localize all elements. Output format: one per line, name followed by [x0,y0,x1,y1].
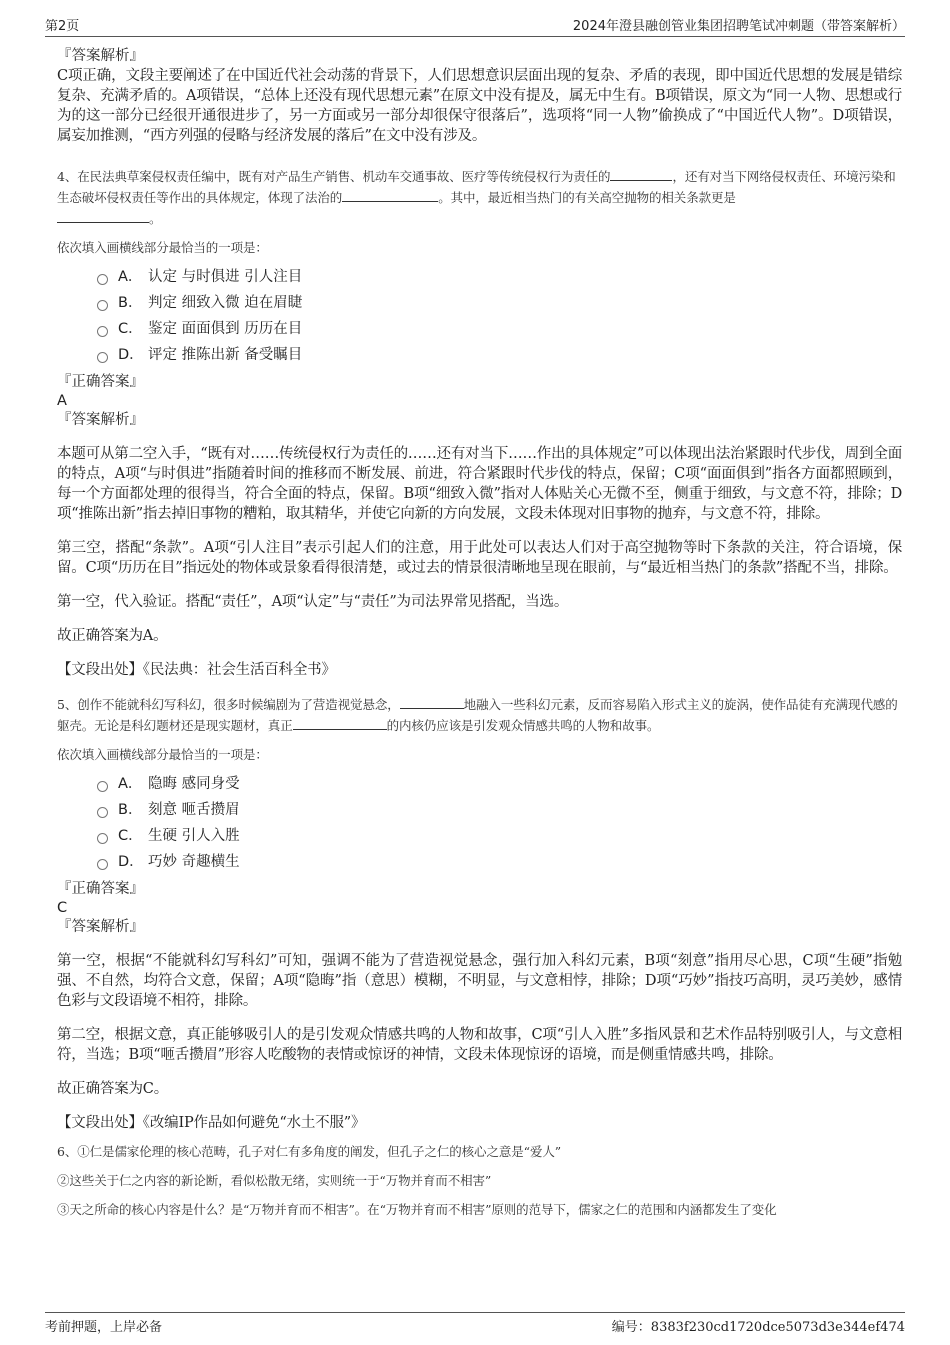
sentence-3: ③天之所命的核心内容是什么？是“万物并育而不相害”。在“万物并育而不相害”原则的范导下，儒家之仁的范围和内涵都发生了变化 [57,1202,777,1217]
blank-2 [293,715,387,730]
document-body [57,46,902,1220]
question-stem: 4、在民法典草案侵权责任编中，既有对产品生产销售、机动车交通事故、医疗等传统侵权行为责任的 ，还有对当下网络侵权责任、环境污染和生态破坏侵权责任等作出的具体规定，体现了法治的 。其中，最近相当热门的有关高空抛物的相关条款更是 。 [57,166,902,229]
blank-1 [400,694,464,709]
passage-source: 【文段出处】《民法典：社会生活百科全书》 [57,662,336,678]
sentence-2: ②这些关于仁之内容的新论断，看似松散无绪，实则统一于“万物并育而不相害” [57,1173,492,1188]
correct-answer-label: 『正确答案』 [57,374,144,390]
option-d[interactable]: D． 评定 推陈出新 备受瞩目 [97,342,902,368]
option-list [97,264,902,368]
analysis-paragraph-1: 第一空，根据“不能就科幻写科幻”可知，强调不能为了营造视觉悬念，强行加入科幻元素，B项“刻意”指用尽心思，C项“生硬”指勉强、不自然，均符合文意，保留；A项“隐晦”指（意思）模糊，不明显，与文意相悖，排除；D项“巧妙”指技巧高明，灵巧美妙，感情色彩与文段语境不相符，排除。 [57,953,902,1009]
correct-answer: C [57,900,68,916]
passage-source: 【文段出处】《改编IP作品如何避免“水土不服”》 [57,1115,366,1131]
option-b[interactable]: B． 判定 细致入微 迫在眉睫 [97,290,902,316]
analysis-paragraph-3: 第一空，代入验证。搭配“责任”，A项“认定”与“责任”为司法界常见搭配，当选。 [57,594,569,610]
blank-1 [610,166,672,181]
correct-answer: A [57,393,67,409]
question-4 [57,166,902,680]
radio-icon[interactable] [97,300,108,311]
analysis-paragraph-1: 本题可从第二空入手，“既有对……传统侵权行为责任的……还有对当下……作出的具体规定”可以体现出法治紧跟时代步伐，周到全面的特点，A项“与时俱进”指随着时间的推移而不断发展、前进，符合紧跟时代步伐的特点，保留；C项“面面俱到”指各方面都照顾到，每一个方面都处理的很得当，符合全面的特点，保留。B项“细致入微”指对人体贴关心无微不至，侧重于细致，与文意不符，排除；D项“推陈出新”指去掉旧事物的糟粕，取其精华，并使它向新的方向发展，文段未体现对旧事物的抛弃，与文意不符，排除。 [57,446,902,522]
page-number: 第2页 [45,19,80,34]
radio-icon[interactable] [97,807,108,818]
analysis-label: 『答案解析』 [57,48,144,64]
blank-3 [57,208,149,223]
question-stem: 5、创作不能就科幻写科幻，很多时候编剧为了营造视觉悬念， 地融入一些科幻元素，反而容易陷入形式主义的旋涡，使作品徒有充满现代感的躯壳。无论是科幻题材还是现实题材，真正 的内核仍应该是引发观众情感共鸣的人物和故事。 [57,694,902,736]
option-c[interactable]: C． 生硬 引人入胜 [97,823,902,849]
blank-2 [342,187,438,202]
analysis-label: 『答案解析』 [57,412,144,428]
analysis-paragraph: C项正确，文段主要阐述了在中国近代社会动荡的背景下，人们思想意识层面出现的复杂、矛盾的表现，即中国近代思想的发展是错综复杂、充满矛盾的。A项错误，“总体上还没有现代思想元素”在原文中没有提及，属无中生有。B项错误，原文为“同一人物、思想或行为的这一部分已经很开通很进步了，另一方面或另一部分却很保守很落后”，选项将“同一人物”偷换成了“中国近代人物”。D项错误，属妄加推测，“西方列强的侵略与经济发展的落后”在文中没有涉及。 [57,68,902,144]
footer-slogan: 考前押题，上岸必备 [45,1319,163,1335]
question-prompt: 依次填入画横线部分最恰当的一项是： [57,240,268,255]
radio-icon[interactable] [97,352,108,363]
radio-icon[interactable] [97,833,108,844]
analysis-paragraph-2: 第二空，根据文意，真正能够吸引人的是引发观众情感共鸣的人物和故事，C项“引人入胜”多指风景和艺术作品特别吸引人，与文意相符，当选；B项“咂舌攒眉”形容人吃酸物的表情或惊讶的神情，文段未体现惊讶的语境，而是侧重情感共鸣，排除。 [57,1027,902,1063]
option-a[interactable]: A． 认定 与时俱进 引人注目 [97,264,902,290]
radio-icon[interactable] [97,859,108,870]
option-list [97,771,902,875]
analysis-conclusion: 故正确答案为A。 [57,628,168,644]
question-3-analysis [57,46,902,146]
question-prompt: 依次填入画横线部分最恰当的一项是： [57,747,268,762]
page-header [45,12,905,37]
question-6 [57,1141,902,1220]
page-footer [45,1312,905,1335]
option-b[interactable]: B． 刻意 咂舌攒眉 [97,797,902,823]
correct-answer-label: 『正确答案』 [57,881,144,897]
analysis-conclusion: 故正确答案为C。 [57,1081,168,1097]
analysis-label: 『答案解析』 [57,919,144,935]
option-d[interactable]: D． 巧妙 奇趣横生 [97,849,902,875]
document-id: 编号：8383f230cd1720dce5073d3e344ef474 [611,1319,905,1335]
radio-icon[interactable] [97,326,108,337]
option-c[interactable]: C． 鉴定 面面俱到 历历在目 [97,316,902,342]
analysis-paragraph-2: 第三空，搭配“条款”。A项“引人注目”表示引起人们的注意，用于此处可以表达人们对于高空抛物等时下条款的关注，符合语境，保留。C项“历历在目”指远处的物体或景象看得很清楚，或过去的情景很清晰地呈现在眼前，与“最近相当热门的条款”搭配不当，排除。 [57,540,902,576]
option-a[interactable]: A． 隐晦 感同身受 [97,771,902,797]
document-title: 2024年澄县融创管业集团招聘笔试冲刺题（带答案解析） [572,19,905,34]
radio-icon[interactable] [97,781,108,792]
question-5 [57,694,902,1133]
radio-icon[interactable] [97,274,108,285]
sentence-1: 6、①仁是儒家伦理的核心范畴，孔子对仁有多角度的阐发，但孔子之仁的核心之意是“爱人” [57,1144,562,1159]
